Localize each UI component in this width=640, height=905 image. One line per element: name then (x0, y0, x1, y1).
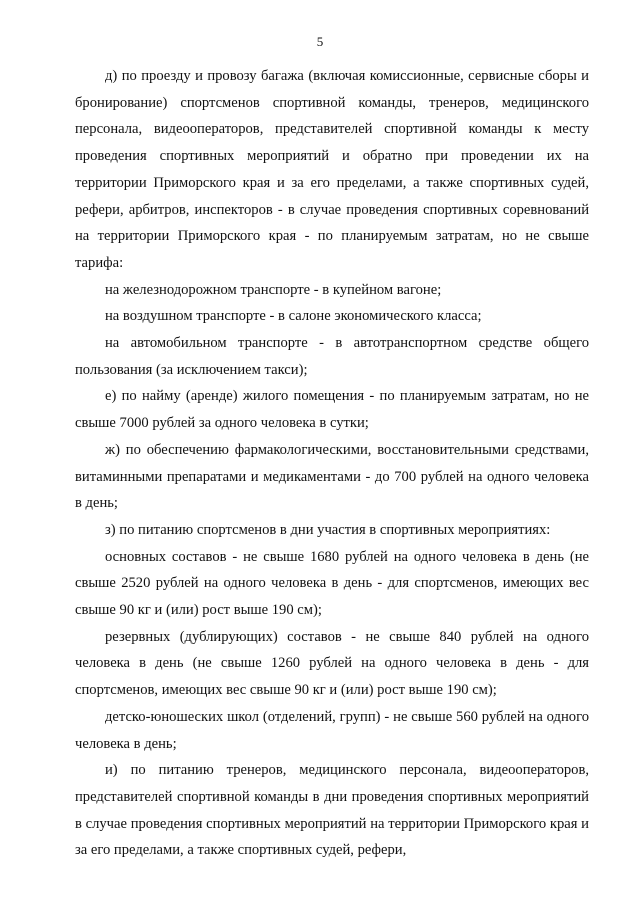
paragraph-e-housing: е) по найму (аренде) жилого помещения - по планируемым затратам, но не свыше 7000 рублей за одного человека в сутки; (75, 388, 589, 432)
page-number: 5 (316, 34, 324, 49)
paragraph-z-athlete-meals: з) по питанию спортсменов в дни участия в спортивных мероприятиях: (105, 521, 551, 538)
paragraph-main-teams: основных составов - не свыше 1680 рублей на одного человека в день (не свыше 2520 рублей на одного человека в день - для спортсменов, имеющих вес свыше 90 кг и (или) рост выше 190 см); (75, 548, 589, 619)
paragraph-rail-transport: на железнодорожном транспорте - в купейном вагоне; (105, 281, 442, 298)
paragraph-air-transport: на воздушном транспорте - в салоне экономического класса; (105, 308, 482, 325)
paragraph-reserve-teams: резервных (дублирующих) составов - не свыше 840 рублей на одного человека в день (не свыше 1260 рублей на одного человека в день - для спортсменов, имеющих вес свыше 90 кг и (или) рост выше 190 см); (75, 628, 589, 699)
document-body (75, 63, 589, 864)
paragraph-zh-medication: ж) по обеспечению фармакологическими, восстановительными средствами, витаминными препаратами и медикаментами - до 700 рублей на одного человека в день; (75, 441, 589, 512)
paragraph-youth-schools: детско-юношеских школ (отделений, групп) - не свыше 560 рублей на одного человека в день; (75, 708, 589, 752)
paragraph-i-staff-meals: и) по питанию тренеров, медицинского персонала, видеооператоров, представителей спортивной команды в дни проведения спортивных мероприятий в случае проведения спортивных мероприятий на территории Приморского края и за его пределами, а также спортивных судей, рефери, (75, 762, 589, 859)
paragraph-d-travel: д) по проезду и провозу багажа (включая комиссионные, сервисные сборы и бронирование) спортсменов спортивной команды, тренеров, медицинского персонала, видеооператоров, представителей спортивной команды к месту проведения спортивных мероприятий и обратно при проведении их на территории Приморского края и за его пределами, а также спортивных судей, рефери, арбитров, инспекторов - в случае проведения спортивных соревнований на территории Приморского края - по планируемым затратам, но не свыше тарифа: (75, 68, 589, 271)
paragraph-road-transport: на автомобильном транспорте - в автотранспортном средстве общего пользования (за исключением такси); (75, 335, 589, 378)
